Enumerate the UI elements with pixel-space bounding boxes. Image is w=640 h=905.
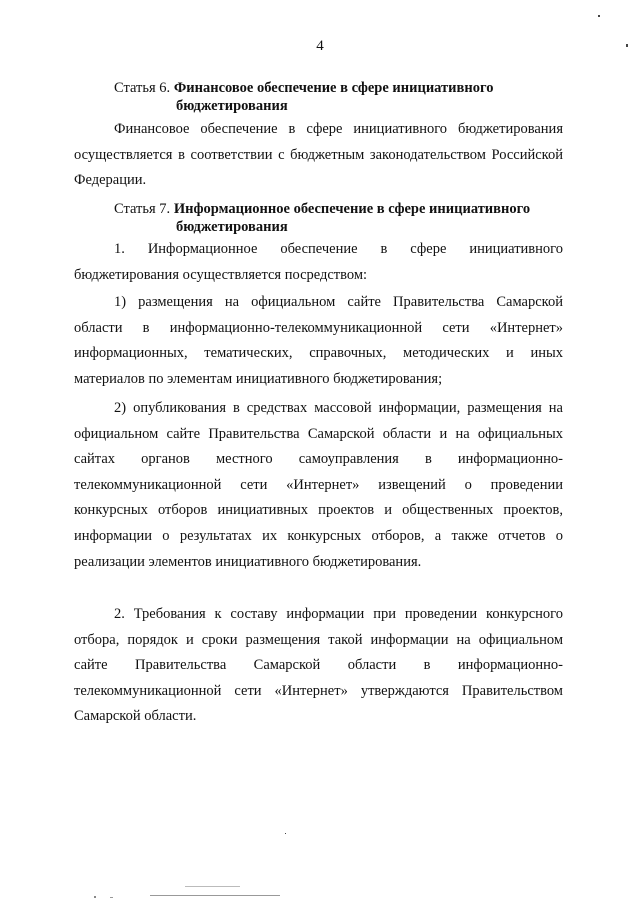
scan-speck [626,44,628,47]
article-7-item-1: 1) размещения на официальном сайте Правительства Самарской области в информационно-телекоммуникационной сети «Интернет» информационных, тематических, справочных, методических и иных материалов по элементам инициативного бюджетирования; [74,294,563,387]
article-7-paragraph-1: 1. Информационное обеспечение в сфере инициативного бюджетирования осуществляется посредством: [74,241,563,283]
article-6-label: Статья 6. [114,80,171,96]
scan-speck [94,896,96,898]
scan-speck [285,833,286,834]
article-7-item-2: 2) опубликования в средствах массовой информации, размещения на официальном сайте Правительства Самарской области и на официальных сайтах органов местного самоуправления в информационно-телекоммуникационной сети «Интернет» извещений о проведении конкурсных отборов инициативных проектов и общественных проектов, информации о результатах их конкурсных отборов, а также отчетов о реализации элементов инициативного бюджетирования. [74,400,563,570]
article-6-title-continuation: бюджетирования [176,98,288,114]
page-number: 4 [316,38,324,54]
article-7-title-continuation: бюджетирования [176,219,288,235]
article-7-title: Информационное обеспечение в сфере инициативного [173,201,531,217]
scan-noise-line [150,895,280,896]
scan-speck [110,897,113,898]
article-6-title: Финансовое обеспечение в сфере инициативного [173,80,494,96]
article-7-heading [114,200,584,236]
article-7-paragraph-2: 2. Требования к составу информации при проведении конкурсного отбора, порядок и сроки размещения такой информации на официальном сайте Правительства Самарской области в информационно-телекоммуникационной сети «Интернет» утверждаются Правительством Самарской области. [74,606,563,725]
scan-noise-line [185,886,240,887]
article-6-paragraph: Финансовое обеспечение в сфере инициативного бюджетирования осуществляется в соответствии с бюджетным законодательством Российской Федерации. [74,121,563,189]
article-6-heading [114,79,584,115]
article-7-label: Статья 7. [114,201,171,217]
scan-speck [598,15,600,17]
